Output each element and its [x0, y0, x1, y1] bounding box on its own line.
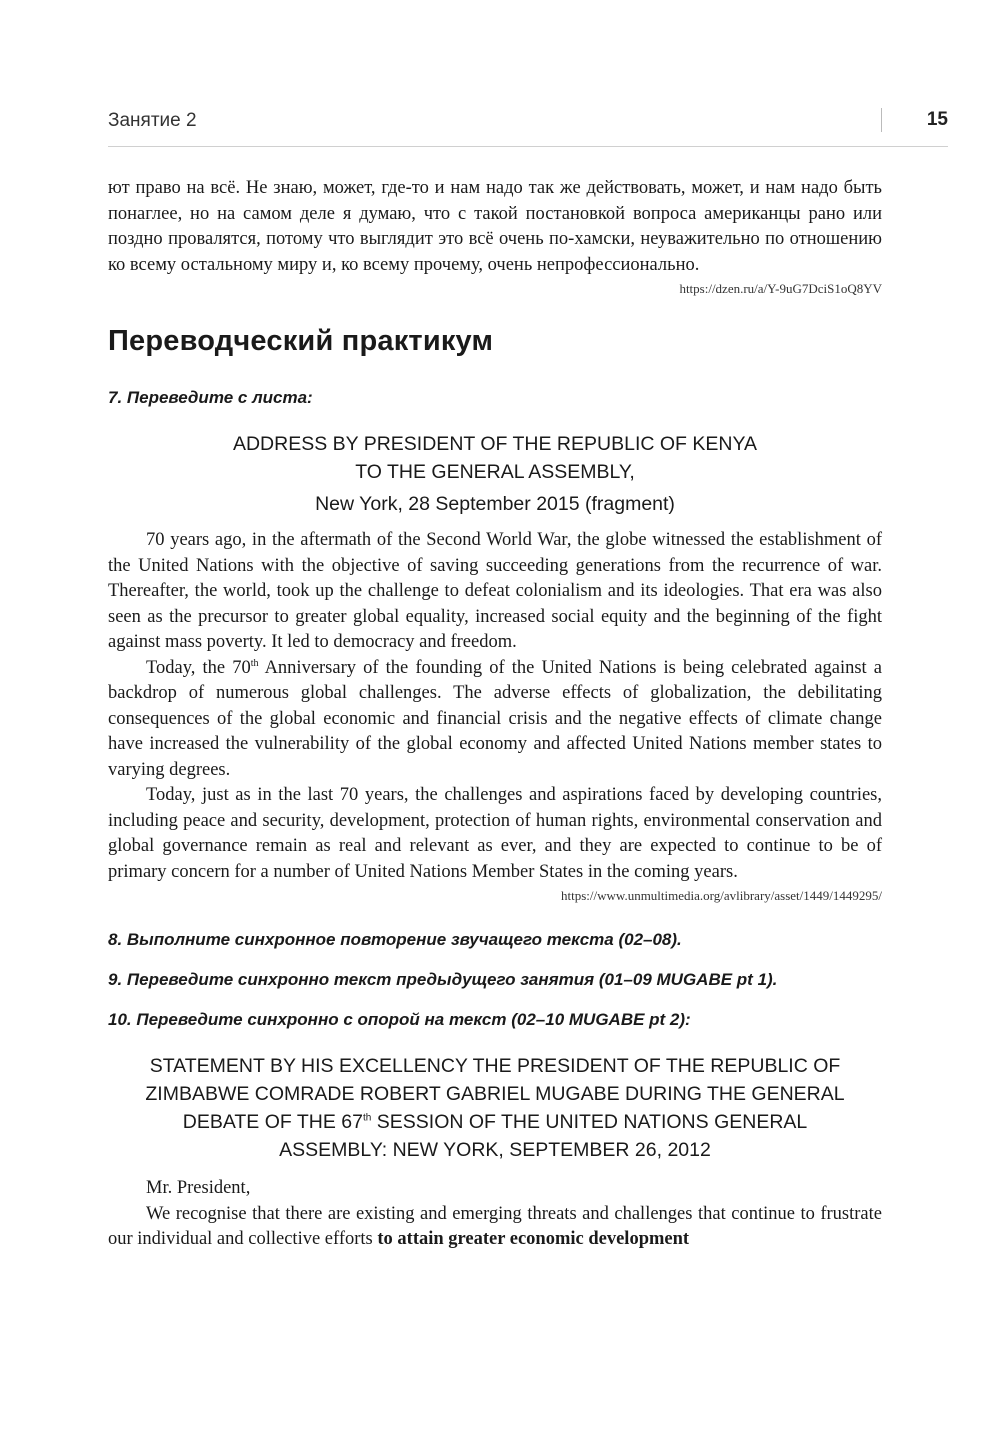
intro-paragraph: ют право на всё. Не знаю, может, где-то и нам надо так же действовать, может, и нам надо быть понаглее, но на самом деле я думаю, что с такой постановкой вопроса американцы рано или поздно провалятся, потому что выглядит это всё очень по-хамски, неуважительно по отношению ко всему остальному миру и, ко всему прочему, очень непрофессионально. — [108, 178, 882, 275]
task-7-paragraph-1: 70 years ago, in the aftermath of the Second World War, the globe witnessed the establishment of the United Nations with the objective of saving succeeding generations from the recurrence of war. Thereafter, the world, took up the challenge to defeat colonialism and its ideologies. That era was also seen as the precursor to greater global equality, increased social equity and the beginning of the fight against mass poverty. It led to democracy and freedom. — [108, 530, 882, 652]
task-10-label: 10. Переведите синхронно с опорой на текст (02–10 MUGABE pt 2): — [108, 1010, 691, 1029]
task-10-title-line-2: ZIMBABWE COMRADE ROBERT GABRIEL MUGABE DURING THE GENERAL — [145, 1083, 845, 1105]
task-7-title-line-3: New York, 28 September 2015 (fragment) — [315, 493, 675, 515]
task-10-title-line-1: STATEMENT BY HIS EXCELLENCY THE PRESIDENT OF THE REPUBLIC OF — [149, 1055, 841, 1077]
page-header — [108, 108, 948, 148]
task-7-paragraph-2 — [108, 656, 882, 784]
header-rule — [108, 146, 948, 147]
task-7-paragraph-3: Today, just as in the last 70 years, the challenges and aspirations faced by developing countries, including peace and security, development, protection of human rights, environmental conservation and global governance remain as real and relevant as ever, and they are expected to continue to be of primary concern for a number of United Nations Member States in the coming years. — [108, 785, 882, 882]
task-10-paragraph-1 — [108, 1202, 882, 1253]
task-10-paragraph-1-bold: to attain greater economic development — [377, 1229, 690, 1249]
task-10-title-line-3-rest: SESSION OF THE UNITED NATIONS GENERAL — [371, 1111, 808, 1133]
task-7-label: 7. Переведите с листа: — [108, 388, 313, 407]
task-10-salutation: Mr. President, — [146, 1178, 251, 1198]
chapter-label: Занятие 2 — [108, 110, 197, 131]
intro-source-link[interactable]: https://dzen.ru/a/Y-9uG7DciS1oQ8YV — [679, 281, 882, 296]
task-10-paragraph-1-text: We recognise that there are existing and emerging threats and challenges that continue to frustrate our individual and collective efforts — [108, 1203, 882, 1249]
page-number: 15 — [926, 109, 948, 130]
section-title: Переводческий практикум — [108, 325, 494, 357]
task-7-title-line-1: ADDRESS BY PRESIDENT OF THE REPUBLIC OF KENYA — [232, 433, 758, 455]
task-7-superscript: th — [250, 657, 259, 669]
task-10-title-line-3 — [108, 1108, 882, 1136]
task-10-title — [108, 1052, 882, 1164]
task-7-paragraph-2-rest: Anniversary of the founding of the United Nations is being celebrated against a backdrop of numerous global challenges. The adverse effects of globalization, the debilitating consequences of the global economic and financial crisis and the negative effects of climate change have increased the vulnerability of the global economy and affected United Nations member states to varying degrees. — [108, 657, 882, 780]
task-7-title-line-2: TO THE GENERAL ASSEMBLY, — [355, 461, 635, 483]
task-7-paragraph-2-start: Today, the 70 — [146, 657, 251, 678]
task-7-title — [108, 430, 882, 518]
task-9-label: 9. Переведите синхронно текст предыдущего занятия (01–09 MUGABE pt 1). — [108, 970, 778, 989]
task-7-source-link[interactable]: https://www.unmultimedia.org/avlibrary/asset/1449/1449295/ — [561, 888, 882, 903]
task-10-title-line-4: ASSEMBLY: NEW YORK, SEPTEMBER 26, 2012 — [279, 1139, 711, 1161]
task-10-title-superscript: th — [362, 1112, 372, 1124]
task-10-title-line-3-start: DEBATE OF THE 67 — [182, 1111, 363, 1133]
header-divider — [881, 108, 882, 132]
task-8-label: 8. Выполните синхронное повторение звучащего текста (02–08). — [108, 930, 682, 949]
page-content — [108, 176, 882, 1253]
